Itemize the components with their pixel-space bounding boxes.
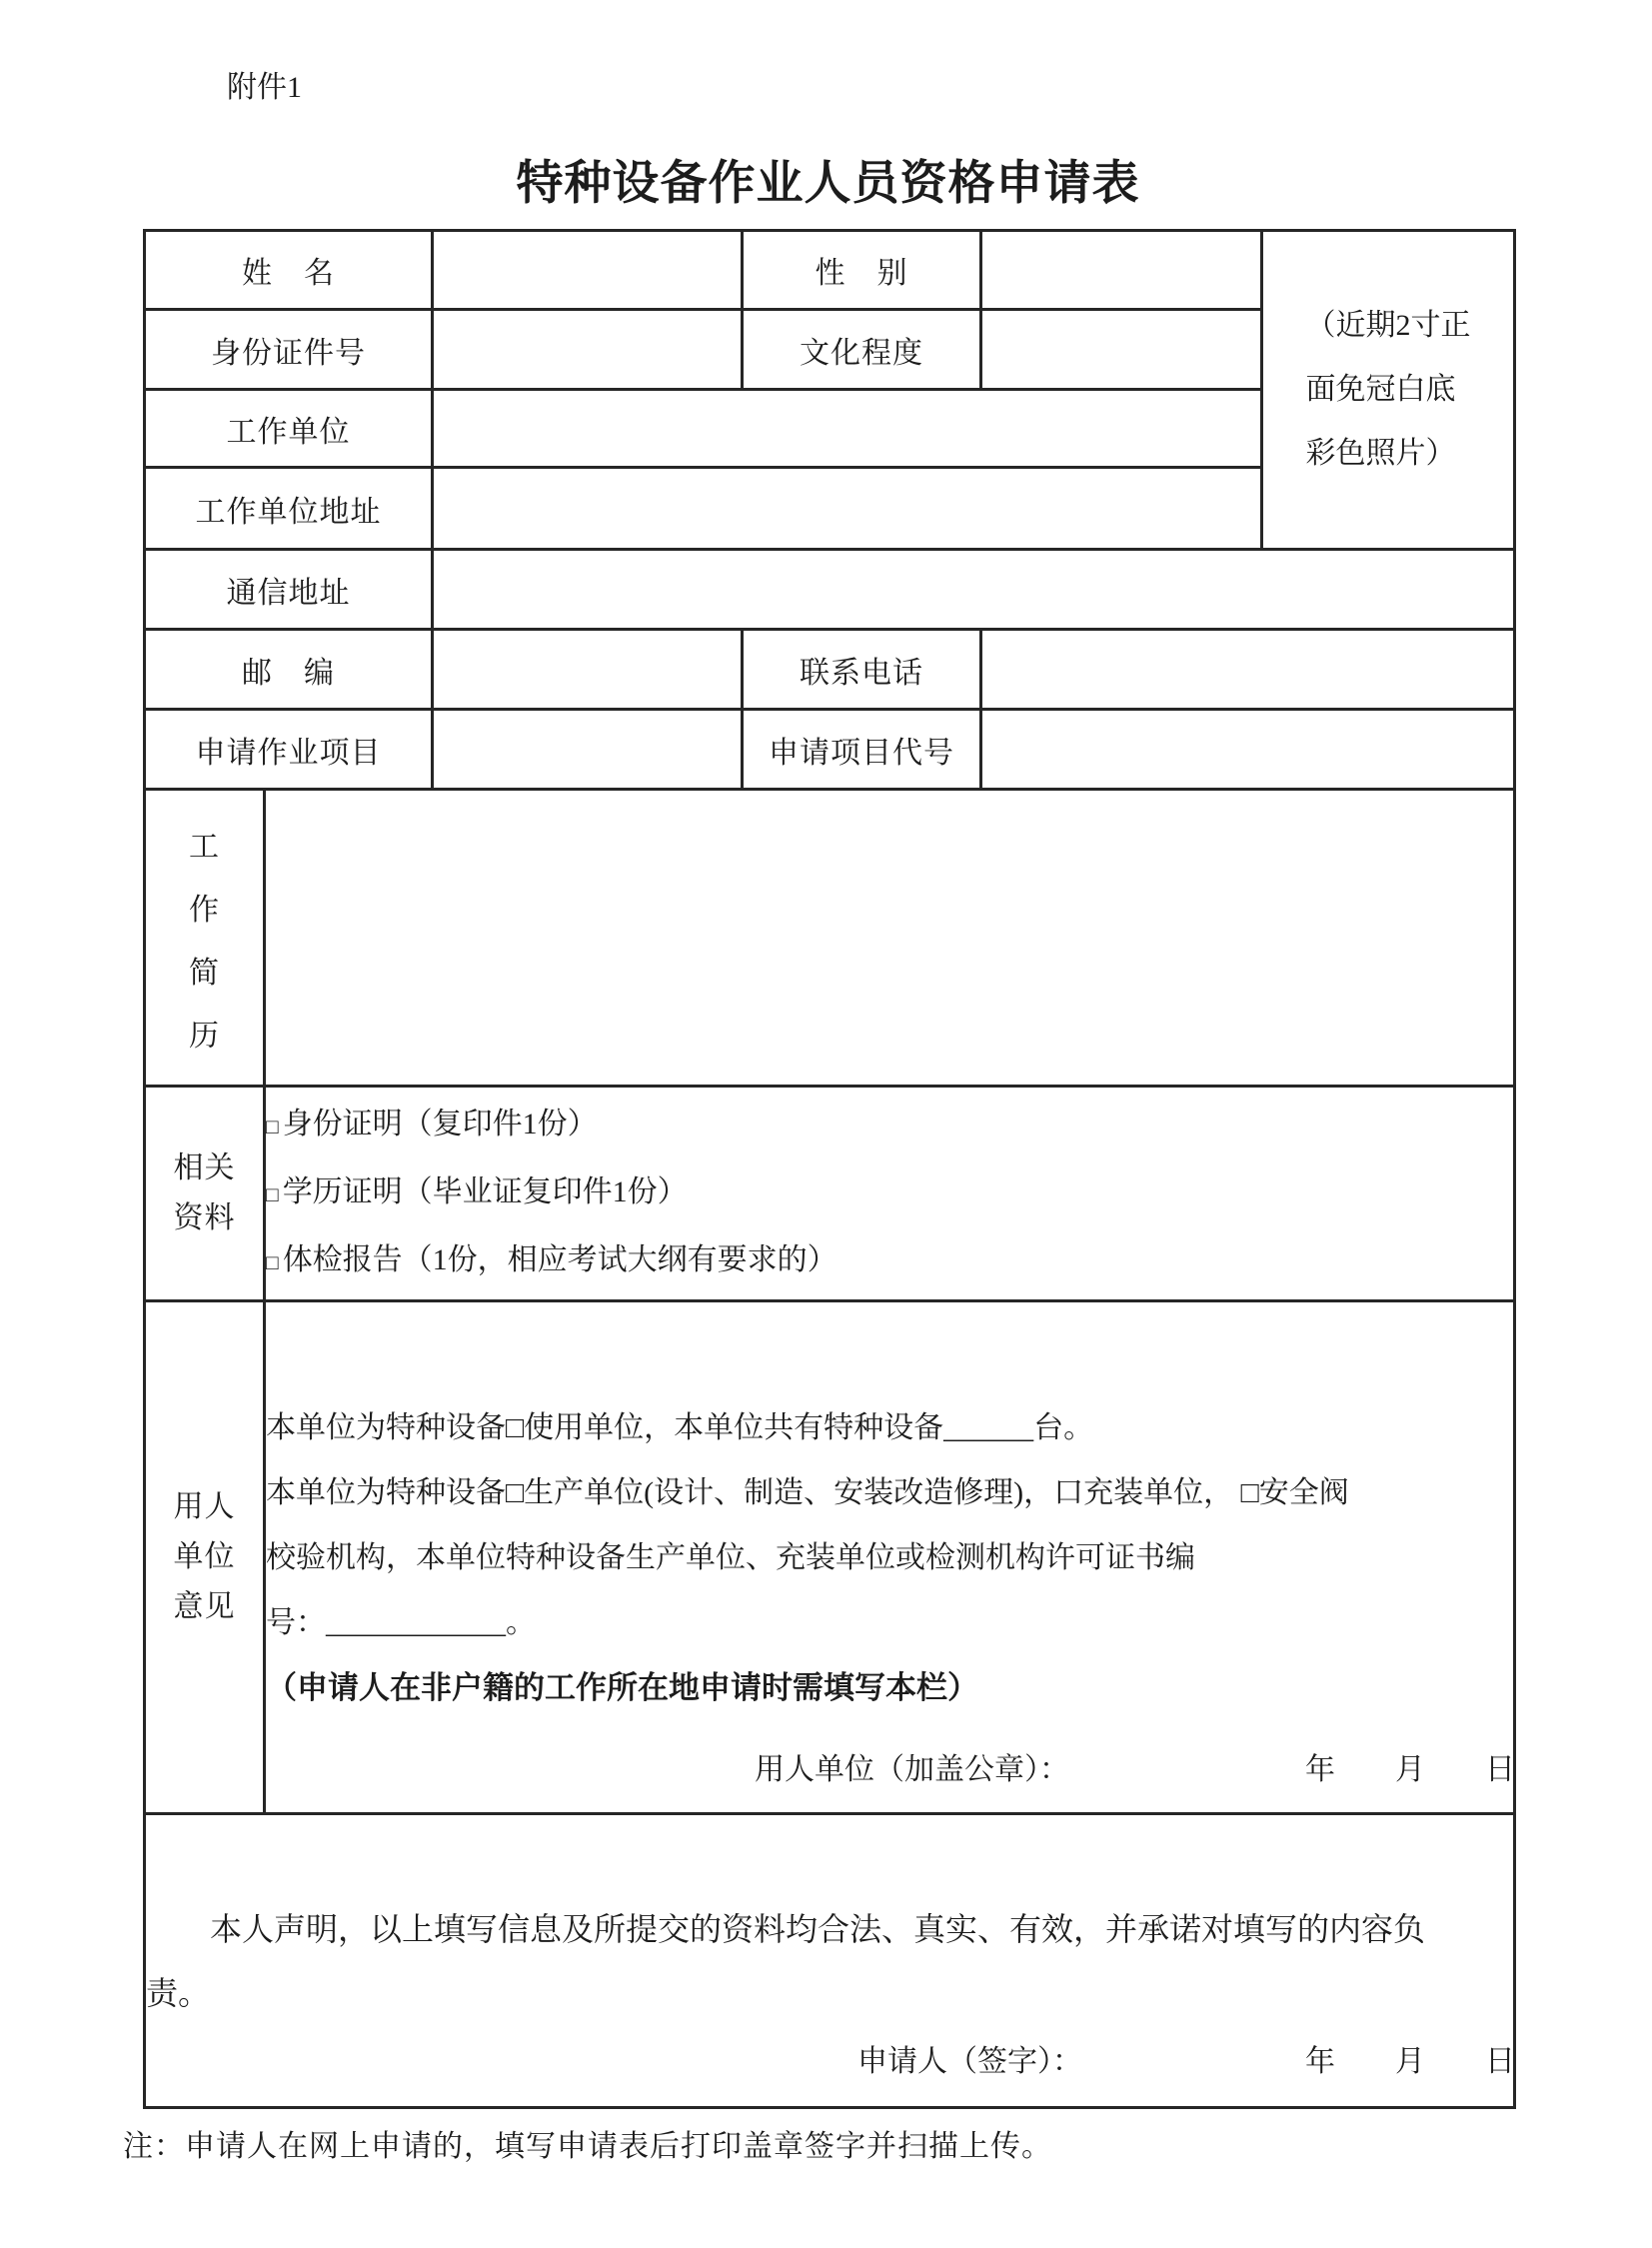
gender-label: 性 别 [743, 231, 981, 310]
photo-instructions-line: （近期2寸正 [1305, 309, 1471, 342]
mailing-address-label: 通信地址 [145, 550, 433, 630]
opinion-line: 本单位为特种设备□使用单位，本单位共有特种设备______台。 [266, 1410, 1094, 1444]
employer-address-input-cell[interactable] [433, 468, 1262, 550]
photo-instructions-line: 彩色照片） [1305, 437, 1456, 470]
employer-opinion-label-line: 单位 [173, 1540, 236, 1573]
form-note: 注：申请人在网上申请的，填写申请表后打印盖章签字并扫描上传。 [123, 2130, 1052, 2163]
work-history-input-cell[interactable] [265, 790, 1515, 1087]
employer-opinion-label [145, 1301, 265, 1814]
employer-label: 工作单位 [145, 390, 433, 468]
phone-input-cell[interactable] [981, 630, 1515, 710]
page-title: 特种设备作业人员资格申请表 [516, 156, 1140, 209]
phone-label: 联系电话 [743, 630, 981, 710]
work-project-label: 申请作业项目 [145, 710, 433, 790]
checklist-item-text: 学历证明（毕业证复印件1份） [282, 1175, 688, 1208]
materials-list [265, 1087, 1515, 1301]
employer-date-label: 年 月 日 [1305, 1753, 1515, 1786]
opinion-line: 校验机构，本单位特种设备生产单位、充装单位或检测机构许可证书编 [266, 1540, 1195, 1574]
declaration-cell [145, 1814, 1515, 2108]
checklist-item [266, 1092, 1513, 1159]
work-history-label-char: 作 [189, 893, 220, 927]
opinion-line: 本单位为特种设备□生产单位(设计、制造、安装改造修理)，口充装单位， □安全阀 [266, 1475, 1349, 1509]
id-number-label: 身份证件号 [145, 310, 433, 390]
work-history-label-char: 工 [189, 830, 220, 864]
checklist-item-text: 体检报告（1份，相应考试大纲有要求的） [282, 1243, 837, 1276]
employer-address-label: 工作单位地址 [145, 468, 433, 550]
table-row [145, 1301, 1515, 1814]
checkbox-icon[interactable]: □ [266, 1115, 279, 1138]
declaration-text: 本人声明，以上填写信息及所提交的资料均合法、真实、有效，并承诺对填写的内容负责。 [146, 1910, 1426, 2011]
project-code-label: 申请项目代号 [743, 710, 981, 790]
employer-opinion-label-line: 意见 [173, 1590, 236, 1623]
opinion-line: 号：____________。 [266, 1605, 536, 1639]
checklist-item [266, 1227, 1513, 1295]
work-history-label-char: 简 [189, 956, 220, 990]
education-input-cell[interactable] [981, 310, 1262, 390]
table-row [145, 710, 1515, 790]
materials-label [145, 1087, 265, 1301]
gender-input-cell[interactable] [981, 231, 1262, 310]
checkbox-icon[interactable]: □ [266, 1250, 279, 1274]
postcode-input-cell[interactable] [433, 630, 743, 710]
work-history-label [145, 790, 265, 1087]
id-number-input-cell[interactable] [433, 310, 743, 390]
work-project-input-cell[interactable] [433, 710, 743, 790]
application-table [143, 229, 1516, 2109]
mailing-address-input-cell[interactable] [433, 550, 1515, 630]
education-label: 文化程度 [743, 310, 981, 390]
photo-instructions [1306, 294, 1471, 486]
applicant-signature-label: 申请人（签字）： [857, 2045, 1082, 2078]
employer-opinion-cell[interactable] [265, 1301, 1515, 1814]
table-row [145, 1087, 1515, 1301]
table-row [145, 231, 1515, 310]
postcode-label: 邮 编 [145, 630, 433, 710]
materials-label-line: 相关 [173, 1151, 236, 1184]
checklist-item [266, 1159, 1513, 1227]
name-label: 姓 名 [145, 231, 433, 310]
employer-input-cell[interactable] [433, 390, 1262, 468]
work-history-label-char: 历 [189, 1019, 220, 1053]
employer-opinion-label-line: 用人 [173, 1490, 236, 1523]
photo-placeholder-cell[interactable] [1262, 231, 1515, 550]
applicant-date-label: 年 月 日 [1305, 2045, 1515, 2078]
materials-label-line: 资料 [173, 1201, 236, 1234]
table-row [145, 1814, 1515, 2108]
checkbox-icon[interactable]: □ [266, 1182, 279, 1206]
employer-seal-label: 用人单位（加盖公章）： [755, 1753, 1069, 1786]
name-input-cell[interactable] [433, 231, 743, 310]
table-row [145, 790, 1515, 1087]
opinion-bold-note: （申请人在非户籍的工作所在地申请时需填写本栏） [266, 1669, 978, 1705]
photo-instructions-line: 面免冠白底 [1305, 373, 1456, 406]
project-code-input-cell[interactable] [981, 710, 1515, 790]
table-row [145, 630, 1515, 710]
table-row [145, 550, 1515, 630]
attachment-label: 附件1 [227, 71, 302, 104]
checklist-item-text: 身份证明（复印件1份） [282, 1108, 598, 1140]
